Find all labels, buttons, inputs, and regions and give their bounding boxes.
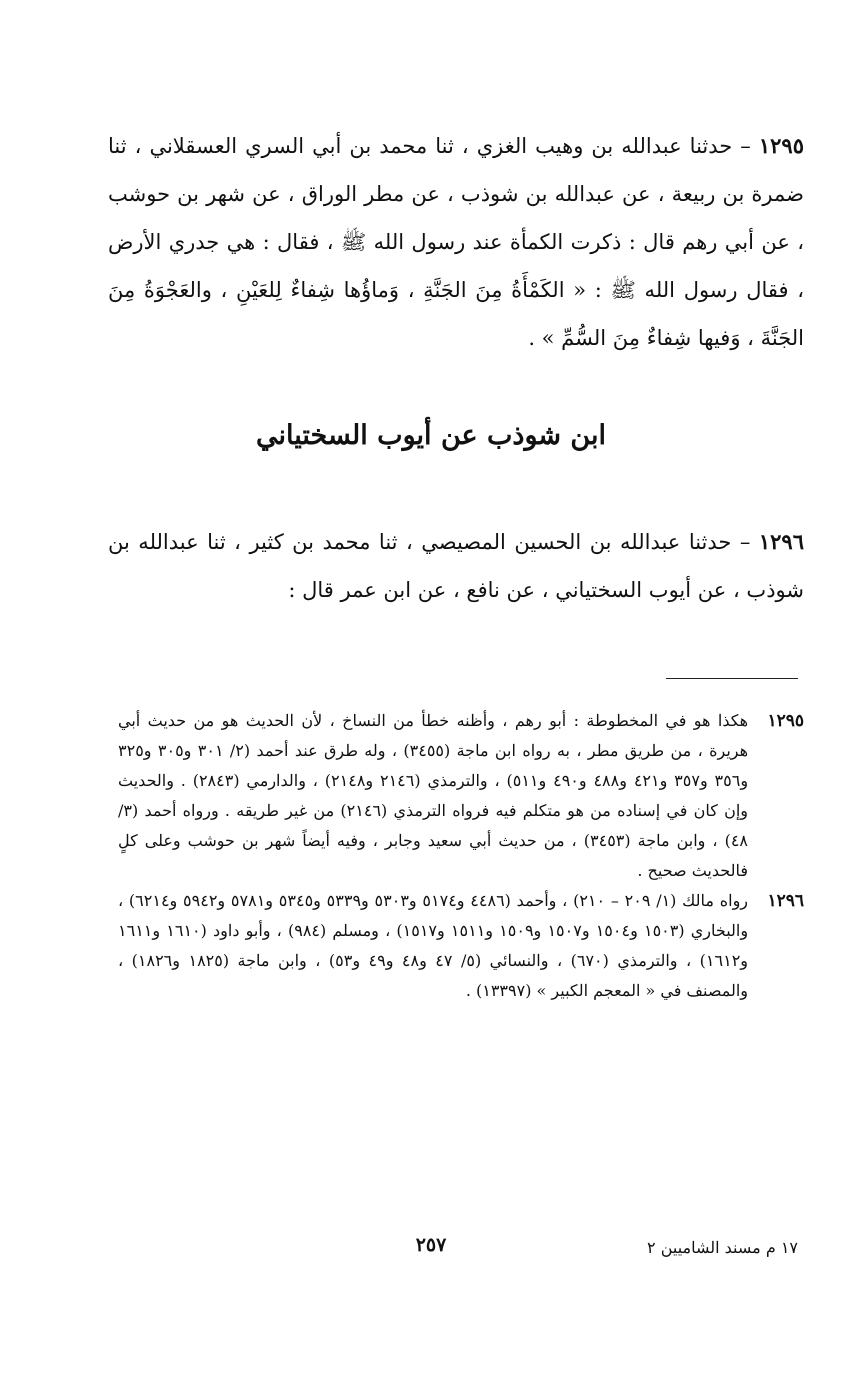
footnote-separator — [666, 678, 798, 679]
footnote-number: ١٢٩٦ — [767, 891, 804, 911]
footnote-text: رواه مالك (١/ ٢٠٩ – ٢١٠) ، وأحمد (٤٤٨٦ و٥١٧٤ و٥٣٠٣ و٥٣٣٩ و٥٣٤٥ و٥٧٨١ و٥٩٤٢ و٦٢١٤) ، والبخاري (١٥٠٣ و١٥٠٤ و١٥٠٧ و١٥٠٩ و١٥١١ و١٥١٧) ، ومسلم (٩٨٤) ، وأبو داود (١٦١٠ و١٦١١ و١٦١٢) ، والترمذي (٦٧٠) ، والنسائي (٥/ ٤٧ و٤٨ و٤٩ و٥٣) ، وابن ماجة (١٨٢٥ و١٨٢٦) ، والمصنف في « المعجم الكبير » (١٣٣٩٧) . — [118, 891, 749, 1000]
footnote-1295 — [118, 706, 804, 886]
signature-mark: ١٧ م مسند الشاميين ٢ — [647, 1238, 798, 1257]
footnote-text: هكذا هو في المخطوطة : أبو رهم ، وأظنه خطأ من النساخ ، لأن الحديث هو من حديث أبي هريرة ، من طريق مطر ، به رواه ابن ماجة (٣٤٥٥) ، وله طرق عند أحمد (٢/ ٣٠١ و٣٠٥ و٣٢٥ و٣٥٦ و٣٥٧ و٤٢١ و٤٨٨ و٤٩٠ و٥١١) ، والترمذي (٢١٤٦ و٢١٤٨) ، والدارمي (٢٨٤٣) . والحديث وإن كان في إسناده من هو متكلم فيه فرواه الترمذي (٢١٤٦) من غير طريقه . ورواه أحمد (٣/ ٤٨) ، وابن ماجة (٣٤٥٣) ، من حديث أبي سعيد وجابر ، وفيه أيضاً شهر بن حوشب وعلى كلٍ فالحديث صحيح . — [118, 711, 749, 880]
hadith-1295 — [108, 122, 804, 362]
hadith-number: ١٢٩٥ — [758, 133, 804, 158]
hadith-number: ١٢٩٦ — [758, 529, 804, 554]
hadith-text: – حدثنا عبدالله بن الحسين المصيصي ، ثنا محمد بن كثير ، ثنا عبدالله بن شوذب ، عن أيوب السختياني ، عن نافع ، عن ابن عمر قال : — [108, 530, 804, 602]
footnote-1296 — [118, 886, 804, 1006]
hadith-1296 — [108, 518, 804, 614]
footnotes — [118, 706, 804, 1006]
section-heading: ابن شوذب عن أيوب السختياني — [255, 420, 606, 451]
page-number: ٢٥٧ — [415, 1234, 447, 1256]
footnote-number: ١٢٩٥ — [767, 711, 804, 731]
page-footer — [0, 1234, 862, 1266]
hadith-text: – حدثنا عبدالله بن وهيب الغزي ، ثنا محمد بن أبي السري العسقلاني ، ثنا ضمرة بن ربيعة ، عن عبدالله بن شوذب ، عن مطر الوراق ، عن شهر بن حوشب ، عن أبي رهم قال : ذكرت الكمأة عند رسول الله ﷺ ، فقال : هي جدري الأرض ، فقال رسول الله ﷺ : « الكَمْأَةُ مِنَ الجَنَّةِ ، وَماؤُها شِفاءٌ لِلعَيْنِ ، والعَجْوَةُ مِنَ الجَنَّةَ ، وَفيها شِفاءٌ مِنَ السُّمِّ » . — [108, 134, 804, 350]
